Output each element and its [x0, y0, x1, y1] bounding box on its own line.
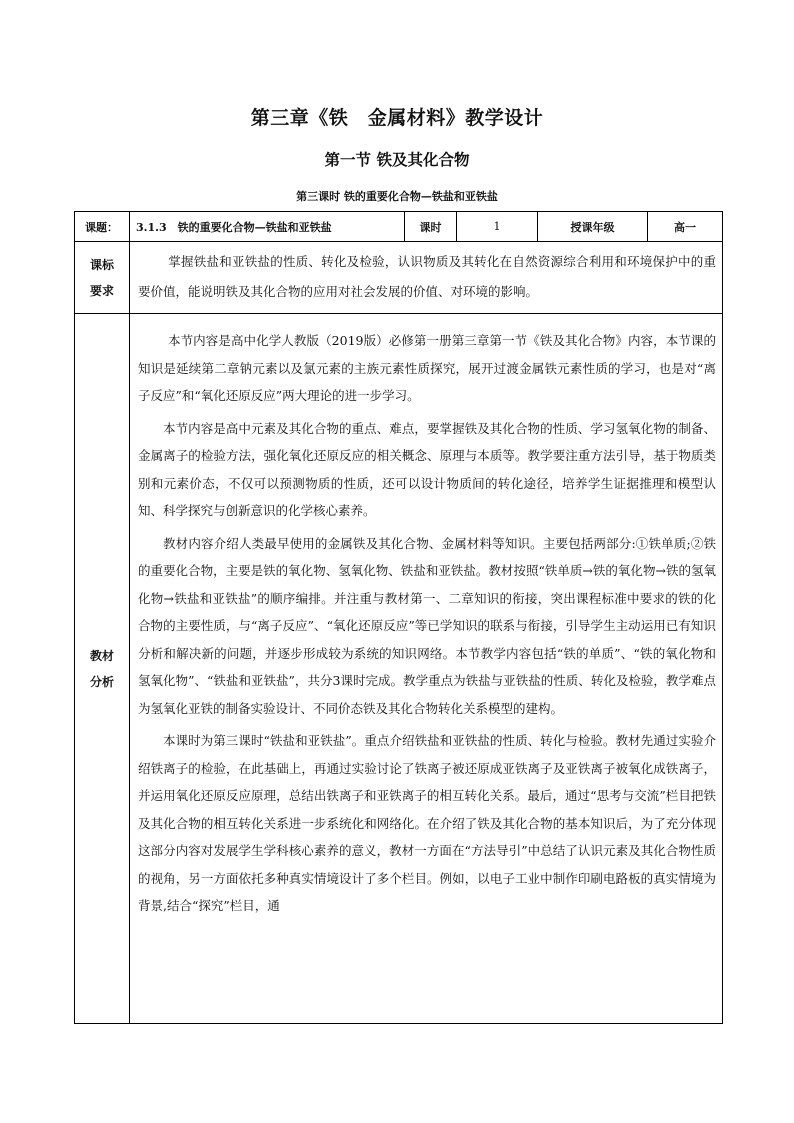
- requirements-text: [130, 242, 723, 314]
- analysis-paragraph-2: 本节内容是高中元素及其化合物的重点、难点，要掌握铁及其化合物的性质、学习氢氧化物的制备、金属离子的检验方法，强化氧化还原反应的相关概念、原理与本质等。教学要注重方法引导，基于物质类别和元素价态，不仅可以预测物质的性质，还可以设计物质间的转化途径，培养学生证据推理和模型认知、科学探究与创新意识的化学核心素养。: [138, 420, 716, 518]
- analysis-label: [75, 314, 130, 1024]
- analysis-paragraph-4: 本课时为第三课时“铁盐和亚铁盐”。重点介绍铁盐和亚铁盐的性质、转化与检验。教材先通过实验介绍铁离子的检验，在此基础上，再通过实验讨论了铁离子被还原成亚铁离子及亚铁离子被氧化成铁离子，并运用氧化还原反应原理，总结出铁离子和亚铁离子的相互转化关系。最后，通过“思考与交流”栏目把铁及其化合物的相互转化关系进一步系统化和网络化。在介绍了铁及其化合物的基本知识后，为了充分体现这部分内容对发展学生学科核心素养的意义，教材一方面在“方法导引”中总结了认识元素及其化合物性质的视角，另一方面依托多种真实情境设计了多个栏目。例如，以电子工业中制作印刷电路板的真实情境为背景,结合“探究”栏目，通: [138, 733, 716, 913]
- grade-value: 高一: [648, 212, 723, 242]
- requirements-label-line1: 课标: [89, 257, 114, 272]
- requirements-label-line2: 要求: [89, 283, 114, 298]
- requirements-label: [75, 242, 130, 314]
- topic-label: 课题：: [75, 212, 130, 242]
- analysis-label-line1: 教材: [89, 648, 114, 663]
- analysis-text: [130, 314, 723, 1024]
- topic-value: 3.1.3 铁的重要化合物—铁盐和亚铁盐: [130, 212, 405, 242]
- requirements-content: 掌握铁盐和亚铁盐的性质、转化及检验，认识物质及其转化在自然资源综合利用和环境保护中的重要价值，能说明铁及其化合物的应用对社会发展的价值、对环境的影响。: [138, 254, 716, 299]
- analysis-row: [75, 314, 723, 1024]
- analysis-paragraph-1: 本节内容是高中化学人教版（2019版）必修第一册第三章第一节《铁及其化合物》内容，本节课的知识是延续第二章钠元素以及氯元素的主族元素性质探究，展开过渡金属铁元素性质的学习，也是对“离子反应”和“氧化还原反应”两大理论的进一步学习。: [138, 333, 716, 403]
- section-title: 第一节 铁及其化合物: [324, 150, 470, 169]
- document-title: 第三章《铁 金属材料》教学设计: [250, 107, 544, 129]
- analysis-paragraph-3: 教材内容介绍人类最早使用的金属铁及其化合物、金属材料等知识。主要包括两部分:①铁单质;②铁的重要化合物，主要是铁的氧化物、氢氧化物、铁盐和亚铁盐。教材按照“铁单质→铁的氧化物→铁的氢氧化物→铁盐和亚铁盐”的顺序编排。并注重与教材第一、二章知识的衔接，突出课程标准中要求的铁的化合物的主要性质，与“离子反应”、“氧化还原反应”等已学知识的联系与衔接，引导学生主动运用已有知识分析和解决新的问题，并逐步形成较为系统的知识网络。本节教学内容包括“铁的单质”、“铁的氧化物和氢氧化物”、“铁盐和亚铁盐”，共分3课时完成。教学重点为铁盐与亚铁盐的性质、转化及检验，教学难点为氢氧化亚铁的制备实验设计、不同价态铁及其化合物转化关系模型的建构。: [138, 535, 716, 716]
- header-row: [75, 212, 723, 242]
- lesson-plan-table: [74, 211, 723, 1024]
- grade-label: 授课年级: [538, 212, 648, 242]
- requirements-row: [75, 242, 723, 314]
- period-label: 课时: [405, 212, 457, 242]
- lesson-title: 第三课时 铁的重要化合物—铁盐和亚铁盐: [296, 190, 498, 203]
- period-value: 1: [457, 212, 538, 242]
- analysis-label-line2: 分析: [89, 674, 114, 689]
